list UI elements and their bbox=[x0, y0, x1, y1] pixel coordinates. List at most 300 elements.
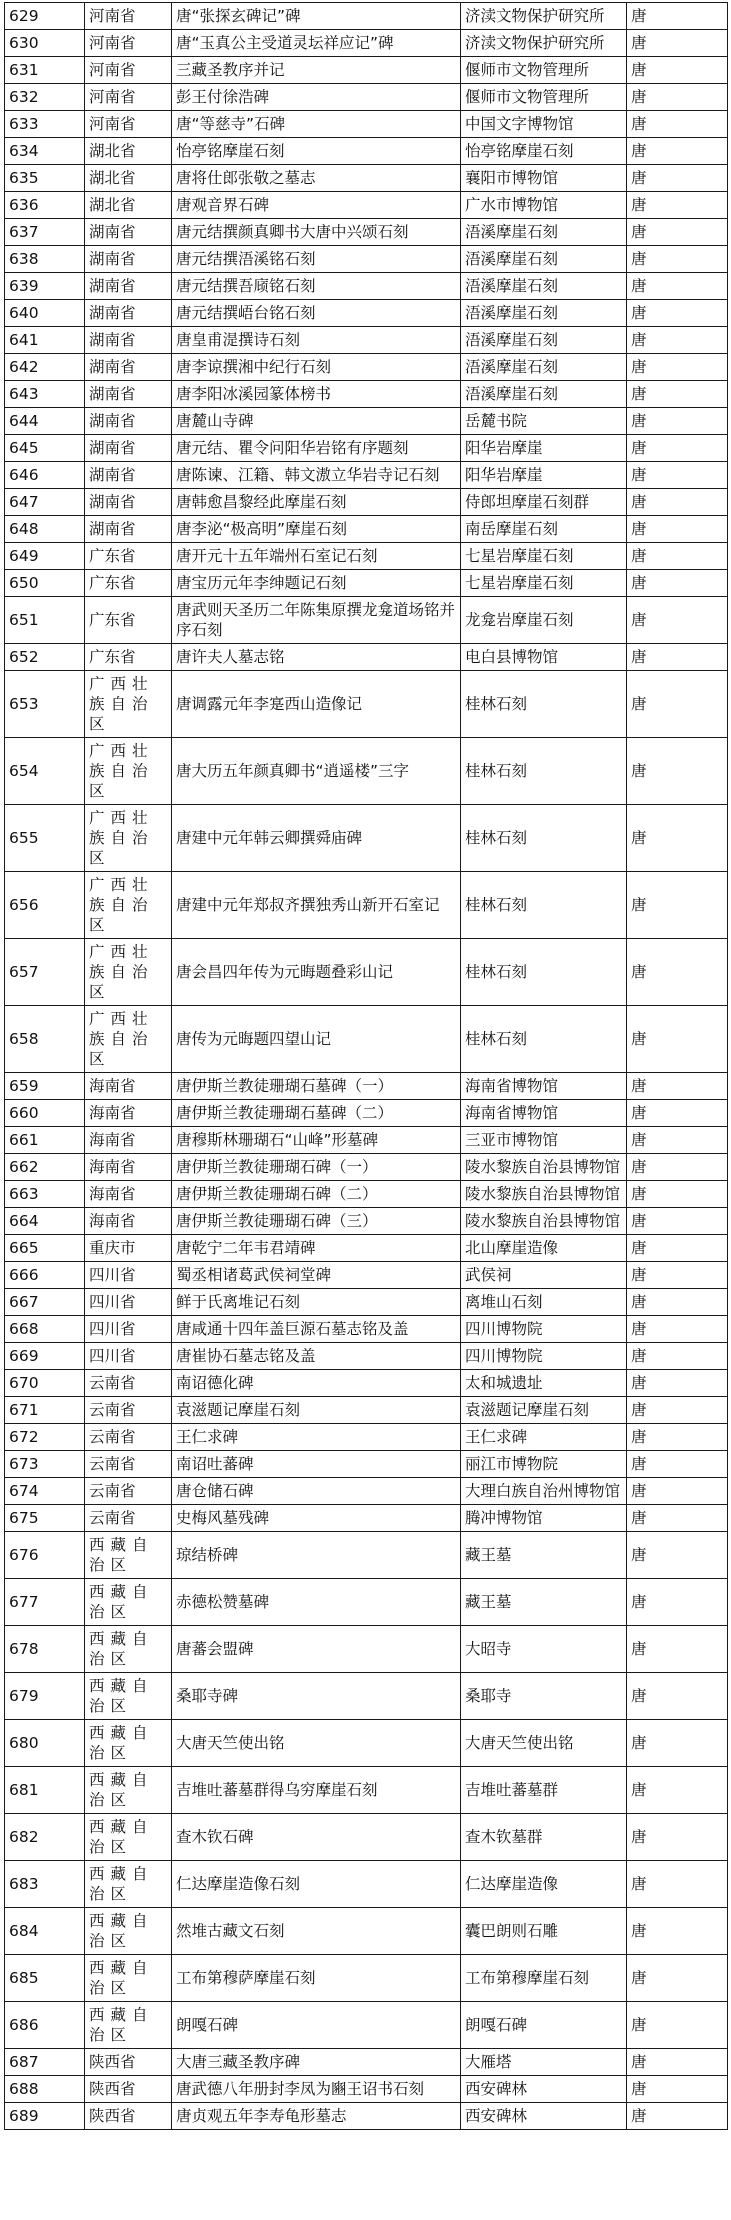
row-number-cell: 654 bbox=[5, 738, 85, 805]
province-cell: 广西壮族自治区 bbox=[85, 738, 172, 805]
holder-cell: 太和城遗址 bbox=[461, 1370, 627, 1397]
row-number-cell: 666 bbox=[5, 1262, 85, 1289]
dynasty-cell: 唐 bbox=[627, 3, 728, 30]
table-row bbox=[5, 1181, 728, 1208]
table-row bbox=[5, 273, 728, 300]
relic-name-cell: 三藏圣教序并记 bbox=[172, 57, 461, 84]
dynasty-cell: 唐 bbox=[627, 1908, 728, 1955]
dynasty-cell: 唐 bbox=[627, 939, 728, 1006]
holder-cell: 藏王墓 bbox=[461, 1579, 627, 1626]
table-row bbox=[5, 246, 728, 273]
province-cell: 陕西省 bbox=[85, 2076, 172, 2103]
table-row bbox=[5, 3, 728, 30]
row-number-cell: 669 bbox=[5, 1343, 85, 1370]
table-row bbox=[5, 805, 728, 872]
table-row bbox=[5, 597, 728, 644]
holder-cell: 桂林石刻 bbox=[461, 1006, 627, 1073]
holder-cell: 陵水黎族自治县博物馆 bbox=[461, 1154, 627, 1181]
province-cell: 四川省 bbox=[85, 1343, 172, 1370]
dynasty-cell: 唐 bbox=[627, 1451, 728, 1478]
province-cell: 四川省 bbox=[85, 1316, 172, 1343]
table-row bbox=[5, 2049, 728, 2076]
table-row bbox=[5, 1720, 728, 1767]
relic-name-cell: 大唐天竺使出铭 bbox=[172, 1720, 461, 1767]
holder-cell: 腾冲博物馆 bbox=[461, 1505, 627, 1532]
holder-cell: 电白县博物馆 bbox=[461, 644, 627, 671]
table-row bbox=[5, 1208, 728, 1235]
holder-cell: 离堆山石刻 bbox=[461, 1289, 627, 1316]
dynasty-cell: 唐 bbox=[627, 354, 728, 381]
relic-name-cell: 唐蕃会盟碑 bbox=[172, 1626, 461, 1673]
province-cell: 湖南省 bbox=[85, 327, 172, 354]
relic-name-cell: 蜀丞相诸葛武侯祠堂碑 bbox=[172, 1262, 461, 1289]
row-number-cell: 676 bbox=[5, 1532, 85, 1579]
table-row bbox=[5, 644, 728, 671]
dynasty-cell: 唐 bbox=[627, 1767, 728, 1814]
relic-name-cell: 唐仓储石碑 bbox=[172, 1478, 461, 1505]
holder-cell: 三亚市博物馆 bbox=[461, 1127, 627, 1154]
dynasty-cell: 唐 bbox=[627, 2049, 728, 2076]
relic-name-cell: 唐穆斯林珊瑚石“山峰”形墓碑 bbox=[172, 1127, 461, 1154]
row-number-cell: 665 bbox=[5, 1235, 85, 1262]
province-cell: 西藏自治区 bbox=[85, 1767, 172, 1814]
holder-cell: 广水市博物馆 bbox=[461, 192, 627, 219]
row-number-cell: 633 bbox=[5, 111, 85, 138]
relic-name-cell: 桑耶寺碑 bbox=[172, 1673, 461, 1720]
table-row bbox=[5, 1397, 728, 1424]
holder-cell: 浯溪摩崖石刻 bbox=[461, 381, 627, 408]
row-number-cell: 634 bbox=[5, 138, 85, 165]
province-cell: 云南省 bbox=[85, 1505, 172, 1532]
relic-name-cell: 唐大历五年颜真卿书“逍遥楼”三字 bbox=[172, 738, 461, 805]
row-number-cell: 662 bbox=[5, 1154, 85, 1181]
relic-name-cell: 唐会昌四年传为元晦题叠彩山记 bbox=[172, 939, 461, 1006]
province-cell: 河南省 bbox=[85, 111, 172, 138]
province-cell: 湖南省 bbox=[85, 408, 172, 435]
relic-name-cell: 唐咸通十四年盖巨源石墓志铭及盖 bbox=[172, 1316, 461, 1343]
relic-name-cell: 唐武则天圣历二年陈集原撰龙龛道场铭并序石刻 bbox=[172, 597, 461, 644]
holder-cell: 偃师市文物管理所 bbox=[461, 57, 627, 84]
table-row bbox=[5, 1262, 728, 1289]
row-number-cell: 649 bbox=[5, 543, 85, 570]
row-number-cell: 663 bbox=[5, 1181, 85, 1208]
row-number-cell: 631 bbox=[5, 57, 85, 84]
province-cell: 云南省 bbox=[85, 1397, 172, 1424]
relic-name-cell: 唐李阳冰溪园篆体榜书 bbox=[172, 381, 461, 408]
holder-cell: 大理白族自治州博物馆 bbox=[461, 1478, 627, 1505]
relic-name-cell: 查木钦石碑 bbox=[172, 1814, 461, 1861]
holder-cell: 浯溪摩崖石刻 bbox=[461, 219, 627, 246]
province-cell: 重庆市 bbox=[85, 1235, 172, 1262]
province-cell: 西藏自治区 bbox=[85, 1814, 172, 1861]
relic-name-cell: 唐麓山寺碑 bbox=[172, 408, 461, 435]
row-number-cell: 629 bbox=[5, 3, 85, 30]
province-cell: 河南省 bbox=[85, 57, 172, 84]
holder-cell: 藏王墓 bbox=[461, 1532, 627, 1579]
dynasty-cell: 唐 bbox=[627, 1814, 728, 1861]
holder-cell: 济渎文物保护研究所 bbox=[461, 3, 627, 30]
dynasty-cell: 唐 bbox=[627, 192, 728, 219]
relic-name-cell: 唐陈谏、江籍、韩文滶立华岩寺记石刻 bbox=[172, 462, 461, 489]
table-row bbox=[5, 408, 728, 435]
holder-cell: 工布第穆摩崖石刻 bbox=[461, 1955, 627, 2002]
row-number-cell: 644 bbox=[5, 408, 85, 435]
dynasty-cell: 唐 bbox=[627, 327, 728, 354]
dynasty-cell: 唐 bbox=[627, 1424, 728, 1451]
dynasty-cell: 唐 bbox=[627, 1100, 728, 1127]
row-number-cell: 651 bbox=[5, 597, 85, 644]
holder-cell: 大唐天竺使出铭 bbox=[461, 1720, 627, 1767]
row-number-cell: 630 bbox=[5, 30, 85, 57]
dynasty-cell: 唐 bbox=[627, 1397, 728, 1424]
row-number-cell: 650 bbox=[5, 570, 85, 597]
holder-cell: 四川博物院 bbox=[461, 1316, 627, 1343]
relic-name-cell: 唐观音界石碑 bbox=[172, 192, 461, 219]
relic-name-cell: 南诏吐蕃碑 bbox=[172, 1451, 461, 1478]
holder-cell: 查木钦墓群 bbox=[461, 1814, 627, 1861]
row-number-cell: 645 bbox=[5, 435, 85, 462]
province-cell: 云南省 bbox=[85, 1478, 172, 1505]
table-row bbox=[5, 1235, 728, 1262]
holder-cell: 偃师市文物管理所 bbox=[461, 84, 627, 111]
table-row bbox=[5, 1579, 728, 1626]
province-cell: 湖南省 bbox=[85, 435, 172, 462]
dynasty-cell: 唐 bbox=[627, 1370, 728, 1397]
relic-name-cell: 工布第穆萨摩崖石刻 bbox=[172, 1955, 461, 2002]
table-row bbox=[5, 570, 728, 597]
relic-name-cell: 史梅风墓残碑 bbox=[172, 1505, 461, 1532]
table-row bbox=[5, 1127, 728, 1154]
province-cell: 河南省 bbox=[85, 30, 172, 57]
relic-name-cell: 唐伊斯兰教徒珊瑚石墓碑（一） bbox=[172, 1073, 461, 1100]
table-row bbox=[5, 1505, 728, 1532]
dynasty-cell: 唐 bbox=[627, 671, 728, 738]
holder-cell: 岳麓书院 bbox=[461, 408, 627, 435]
province-cell: 海南省 bbox=[85, 1181, 172, 1208]
table-row bbox=[5, 462, 728, 489]
table-row bbox=[5, 1673, 728, 1720]
table-row bbox=[5, 1073, 728, 1100]
holder-cell: 海南省博物馆 bbox=[461, 1073, 627, 1100]
province-cell: 西藏自治区 bbox=[85, 1532, 172, 1579]
dynasty-cell: 唐 bbox=[627, 489, 728, 516]
holder-cell: 浯溪摩崖石刻 bbox=[461, 327, 627, 354]
relic-name-cell: 唐伊斯兰教徒珊瑚石墓碑（二） bbox=[172, 1100, 461, 1127]
dynasty-cell: 唐 bbox=[627, 1154, 728, 1181]
province-cell: 西藏自治区 bbox=[85, 1720, 172, 1767]
dynasty-cell: 唐 bbox=[627, 597, 728, 644]
relic-name-cell: 唐许夫人墓志铭 bbox=[172, 644, 461, 671]
row-number-cell: 670 bbox=[5, 1370, 85, 1397]
holder-cell: 阳华岩摩崖 bbox=[461, 462, 627, 489]
row-number-cell: 632 bbox=[5, 84, 85, 111]
province-cell: 西藏自治区 bbox=[85, 1673, 172, 1720]
row-number-cell: 664 bbox=[5, 1208, 85, 1235]
province-cell: 湖南省 bbox=[85, 219, 172, 246]
province-cell: 西藏自治区 bbox=[85, 1908, 172, 1955]
row-number-cell: 672 bbox=[5, 1424, 85, 1451]
catalog-table-body bbox=[5, 3, 728, 2130]
dynasty-cell: 唐 bbox=[627, 462, 728, 489]
table-row bbox=[5, 489, 728, 516]
row-number-cell: 658 bbox=[5, 1006, 85, 1073]
relic-name-cell: 唐元结撰颜真卿书大唐中兴颂石刻 bbox=[172, 219, 461, 246]
row-number-cell: 675 bbox=[5, 1505, 85, 1532]
holder-cell: 囊巴朗则石雕 bbox=[461, 1908, 627, 1955]
row-number-cell: 659 bbox=[5, 1073, 85, 1100]
row-number-cell: 668 bbox=[5, 1316, 85, 1343]
province-cell: 湖南省 bbox=[85, 516, 172, 543]
table-row bbox=[5, 1532, 728, 1579]
relic-name-cell: 唐“张探玄碑记”碑 bbox=[172, 3, 461, 30]
holder-cell: 大雁塔 bbox=[461, 2049, 627, 2076]
province-cell: 广东省 bbox=[85, 597, 172, 644]
dynasty-cell: 唐 bbox=[627, 1626, 728, 1673]
relic-name-cell: 唐将仕郎张敬之墓志 bbox=[172, 165, 461, 192]
table-row bbox=[5, 381, 728, 408]
holder-cell: 浯溪摩崖石刻 bbox=[461, 300, 627, 327]
dynasty-cell: 唐 bbox=[627, 435, 728, 462]
dynasty-cell: 唐 bbox=[627, 516, 728, 543]
dynasty-cell: 唐 bbox=[627, 2002, 728, 2049]
holder-cell: 桂林石刻 bbox=[461, 805, 627, 872]
relic-name-cell: 大唐三藏圣教序碑 bbox=[172, 2049, 461, 2076]
row-number-cell: 646 bbox=[5, 462, 85, 489]
row-number-cell: 641 bbox=[5, 327, 85, 354]
holder-cell: 陵水黎族自治县博物馆 bbox=[461, 1208, 627, 1235]
relic-name-cell: 唐元结撰峿台铭石刻 bbox=[172, 300, 461, 327]
dynasty-cell: 唐 bbox=[627, 30, 728, 57]
holder-cell: 阳华岩摩崖 bbox=[461, 435, 627, 462]
relic-name-cell: 南诏德化碑 bbox=[172, 1370, 461, 1397]
row-number-cell: 667 bbox=[5, 1289, 85, 1316]
relic-name-cell: 朗嘎石碑 bbox=[172, 2002, 461, 2049]
row-number-cell: 677 bbox=[5, 1579, 85, 1626]
row-number-cell: 671 bbox=[5, 1397, 85, 1424]
holder-cell: 浯溪摩崖石刻 bbox=[461, 246, 627, 273]
relic-name-cell: 唐李谅撰湘中纪行石刻 bbox=[172, 354, 461, 381]
table-row bbox=[5, 2076, 728, 2103]
row-number-cell: 642 bbox=[5, 354, 85, 381]
holder-cell: 桑耶寺 bbox=[461, 1673, 627, 1720]
row-number-cell: 655 bbox=[5, 805, 85, 872]
province-cell: 西藏自治区 bbox=[85, 1861, 172, 1908]
holder-cell: 襄阳市博物馆 bbox=[461, 165, 627, 192]
province-cell: 西藏自治区 bbox=[85, 1579, 172, 1626]
holder-cell: 海南省博物馆 bbox=[461, 1100, 627, 1127]
table-row bbox=[5, 435, 728, 462]
row-number-cell: 688 bbox=[5, 2076, 85, 2103]
holder-cell: 怡亭铭摩崖石刻 bbox=[461, 138, 627, 165]
table-row bbox=[5, 1908, 728, 1955]
row-number-cell: 639 bbox=[5, 273, 85, 300]
table-row bbox=[5, 1006, 728, 1073]
row-number-cell: 653 bbox=[5, 671, 85, 738]
province-cell: 海南省 bbox=[85, 1208, 172, 1235]
dynasty-cell: 唐 bbox=[627, 1316, 728, 1343]
dynasty-cell: 唐 bbox=[627, 84, 728, 111]
row-number-cell: 673 bbox=[5, 1451, 85, 1478]
table-row bbox=[5, 1100, 728, 1127]
table-row bbox=[5, 516, 728, 543]
dynasty-cell: 唐 bbox=[627, 1073, 728, 1100]
relic-name-cell: 仁达摩崖造像石刻 bbox=[172, 1861, 461, 1908]
province-cell: 湖北省 bbox=[85, 192, 172, 219]
province-cell: 湖南省 bbox=[85, 246, 172, 273]
table-row bbox=[5, 1424, 728, 1451]
dynasty-cell: 唐 bbox=[627, 543, 728, 570]
relic-name-cell: 唐开元十五年端州石室记石刻 bbox=[172, 543, 461, 570]
province-cell: 湖南省 bbox=[85, 489, 172, 516]
row-number-cell: 678 bbox=[5, 1626, 85, 1673]
dynasty-cell: 唐 bbox=[627, 138, 728, 165]
holder-cell: 七星岩摩崖石刻 bbox=[461, 570, 627, 597]
holder-cell: 北山摩崖造像 bbox=[461, 1235, 627, 1262]
relic-name-cell: 唐建中元年韩云卿撰舜庙碑 bbox=[172, 805, 461, 872]
dynasty-cell: 唐 bbox=[627, 111, 728, 138]
table-row bbox=[5, 84, 728, 111]
province-cell: 广东省 bbox=[85, 543, 172, 570]
holder-cell: 朗嘎石碑 bbox=[461, 2002, 627, 2049]
row-number-cell: 679 bbox=[5, 1673, 85, 1720]
province-cell: 广西壮族自治区 bbox=[85, 939, 172, 1006]
relic-name-cell: 唐元结撰浯溪铭石刻 bbox=[172, 246, 461, 273]
province-cell: 湖南省 bbox=[85, 381, 172, 408]
table-row bbox=[5, 1154, 728, 1181]
province-cell: 海南省 bbox=[85, 1127, 172, 1154]
row-number-cell: 681 bbox=[5, 1767, 85, 1814]
dynasty-cell: 唐 bbox=[627, 1673, 728, 1720]
dynasty-cell: 唐 bbox=[627, 1478, 728, 1505]
relic-name-cell: 唐伊斯兰教徒珊瑚石碑（一） bbox=[172, 1154, 461, 1181]
table-row bbox=[5, 1767, 728, 1814]
dynasty-cell: 唐 bbox=[627, 1861, 728, 1908]
province-cell: 湖南省 bbox=[85, 462, 172, 489]
table-row bbox=[5, 2103, 728, 2130]
holder-cell: 四川博物院 bbox=[461, 1343, 627, 1370]
province-cell: 广东省 bbox=[85, 570, 172, 597]
relic-name-cell: 唐李泌“极高明”摩崖石刻 bbox=[172, 516, 461, 543]
relic-name-cell: 赤德松赞墓碑 bbox=[172, 1579, 461, 1626]
row-number-cell: 685 bbox=[5, 1955, 85, 2002]
relic-name-cell: 唐伊斯兰教徒珊瑚石碑（三） bbox=[172, 1208, 461, 1235]
table-row bbox=[5, 1814, 728, 1861]
relic-name-cell: 怡亭铭摩崖石刻 bbox=[172, 138, 461, 165]
table-row bbox=[5, 2002, 728, 2049]
dynasty-cell: 唐 bbox=[627, 381, 728, 408]
holder-cell: 仁达摩崖造像 bbox=[461, 1861, 627, 1908]
province-cell: 广西壮族自治区 bbox=[85, 805, 172, 872]
table-row bbox=[5, 111, 728, 138]
dynasty-cell: 唐 bbox=[627, 1955, 728, 2002]
table-row bbox=[5, 1343, 728, 1370]
row-number-cell: 638 bbox=[5, 246, 85, 273]
row-number-cell: 680 bbox=[5, 1720, 85, 1767]
dynasty-cell: 唐 bbox=[627, 1343, 728, 1370]
relic-name-cell: 唐伊斯兰教徒珊瑚石碑（二） bbox=[172, 1181, 461, 1208]
holder-cell: 济渎文物保护研究所 bbox=[461, 30, 627, 57]
table-row bbox=[5, 1451, 728, 1478]
table-row bbox=[5, 543, 728, 570]
dynasty-cell: 唐 bbox=[627, 165, 728, 192]
row-number-cell: 636 bbox=[5, 192, 85, 219]
holder-cell: 中国文字博物馆 bbox=[461, 111, 627, 138]
row-number-cell: 635 bbox=[5, 165, 85, 192]
row-number-cell: 640 bbox=[5, 300, 85, 327]
table-row bbox=[5, 138, 728, 165]
relic-name-cell: 唐调露元年李寔西山造像记 bbox=[172, 671, 461, 738]
holder-cell: 侍郎坦摩崖石刻群 bbox=[461, 489, 627, 516]
province-cell: 广西壮族自治区 bbox=[85, 1006, 172, 1073]
relic-name-cell: 然堆古藏文石刻 bbox=[172, 1908, 461, 1955]
relic-name-cell: 琼结桥碑 bbox=[172, 1532, 461, 1579]
row-number-cell: 683 bbox=[5, 1861, 85, 1908]
dynasty-cell: 唐 bbox=[627, 1289, 728, 1316]
relic-name-cell: 唐贞观五年李寿龟形墓志 bbox=[172, 2103, 461, 2130]
holder-cell: 桂林石刻 bbox=[461, 671, 627, 738]
table-row bbox=[5, 1370, 728, 1397]
row-number-cell: 648 bbox=[5, 516, 85, 543]
table-row bbox=[5, 327, 728, 354]
dynasty-cell: 唐 bbox=[627, 57, 728, 84]
province-cell: 云南省 bbox=[85, 1424, 172, 1451]
row-number-cell: 689 bbox=[5, 2103, 85, 2130]
relic-name-cell: 吉堆吐蕃墓群得乌穷摩崖石刻 bbox=[172, 1767, 461, 1814]
relic-name-cell: 唐乾宁二年韦君靖碑 bbox=[172, 1235, 461, 1262]
table-row bbox=[5, 1289, 728, 1316]
table-row bbox=[5, 192, 728, 219]
dynasty-cell: 唐 bbox=[627, 1235, 728, 1262]
table-row bbox=[5, 1478, 728, 1505]
holder-cell: 武侯祠 bbox=[461, 1262, 627, 1289]
holder-cell: 桂林石刻 bbox=[461, 939, 627, 1006]
province-cell: 四川省 bbox=[85, 1289, 172, 1316]
relic-name-cell: 唐武德八年册封李凤为豳王诏书石刻 bbox=[172, 2076, 461, 2103]
dynasty-cell: 唐 bbox=[627, 644, 728, 671]
dynasty-cell: 唐 bbox=[627, 219, 728, 246]
holder-cell: 吉堆吐蕃墓群 bbox=[461, 1767, 627, 1814]
holder-cell: 袁滋题记摩崖石刻 bbox=[461, 1397, 627, 1424]
dynasty-cell: 唐 bbox=[627, 570, 728, 597]
row-number-cell: 682 bbox=[5, 1814, 85, 1861]
province-cell: 广西壮族自治区 bbox=[85, 671, 172, 738]
table-row bbox=[5, 1316, 728, 1343]
dynasty-cell: 唐 bbox=[627, 1006, 728, 1073]
dynasty-cell: 唐 bbox=[627, 1505, 728, 1532]
province-cell: 湖北省 bbox=[85, 165, 172, 192]
relic-name-cell: 唐宝历元年李绅题记石刻 bbox=[172, 570, 461, 597]
holder-cell: 七星岩摩崖石刻 bbox=[461, 543, 627, 570]
dynasty-cell: 唐 bbox=[627, 1720, 728, 1767]
dynasty-cell: 唐 bbox=[627, 300, 728, 327]
row-number-cell: 652 bbox=[5, 644, 85, 671]
dynasty-cell: 唐 bbox=[627, 1127, 728, 1154]
province-cell: 海南省 bbox=[85, 1154, 172, 1181]
holder-cell: 龙龛岩摩崖石刻 bbox=[461, 597, 627, 644]
relic-name-cell: 唐“玉真公主受道灵坛祥应记”碑 bbox=[172, 30, 461, 57]
table-row bbox=[5, 57, 728, 84]
province-cell: 湖南省 bbox=[85, 354, 172, 381]
row-number-cell: 657 bbox=[5, 939, 85, 1006]
dynasty-cell: 唐 bbox=[627, 273, 728, 300]
row-number-cell: 656 bbox=[5, 872, 85, 939]
relic-name-cell: 唐“等慈寺”石碑 bbox=[172, 111, 461, 138]
province-cell: 西藏自治区 bbox=[85, 1955, 172, 2002]
province-cell: 广东省 bbox=[85, 644, 172, 671]
table-row bbox=[5, 1955, 728, 2002]
dynasty-cell: 唐 bbox=[627, 805, 728, 872]
dynasty-cell: 唐 bbox=[627, 1208, 728, 1235]
